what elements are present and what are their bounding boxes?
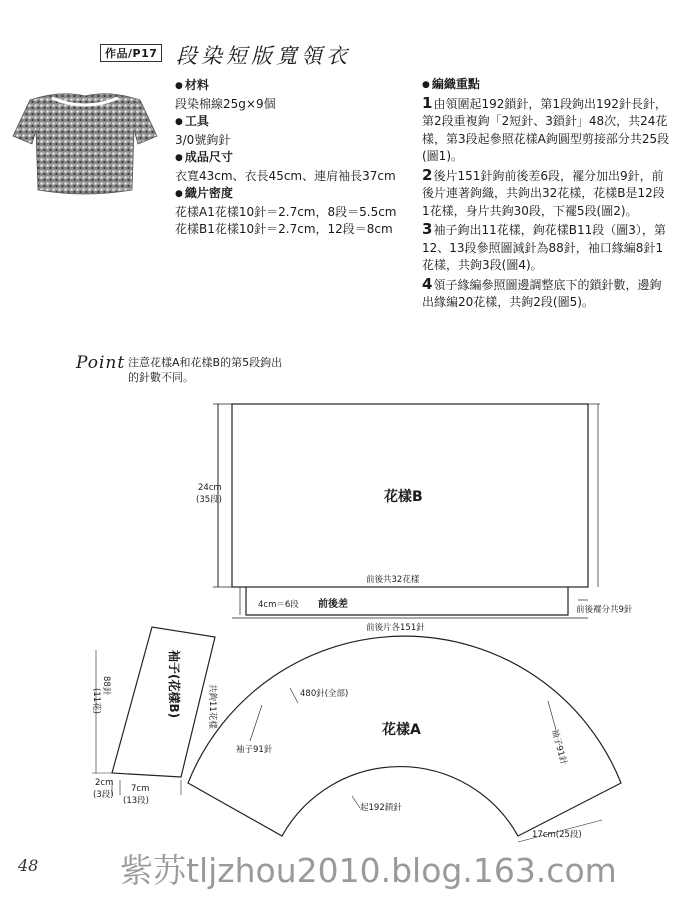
sleeve-stitch-count: 88針 [101,676,111,696]
step-number: 2 [422,165,433,184]
body-pattern-label: 花樣B [384,489,423,505]
step-text: 領子緣編參照圖邊調整底下的鎖針數，邊鉤出緣編20花樣，共鉤2段(圖5)。 [422,277,662,309]
sleeve-cuff-cm: 2cm [95,778,114,788]
gauge-a: 花樣A1花樣10針＝2.7cm，8段＝5.5cm [175,204,397,219]
point-label: Point [76,353,126,373]
step-text: 袖子鉤出11花樣，鉤花樣B11段（圖3），第12、13段參照圖減針為88針，袖口緣編8針1花樣，共鉤3段(圖4)。 [422,223,666,272]
front-back-151-stitches: 前後片各151針 [366,623,425,633]
step-number: 1 [422,93,433,112]
yoke-sleeve-right: 袖子91針 [549,728,569,766]
hem-addition: 前後襬分共9針 [576,605,633,615]
gauge-b: 花樣B1花樣10針＝2.7cm，12段＝8cm [175,222,393,236]
tool-heading: ● 工具 [175,113,415,132]
watermark: 紫苏tljzhou2010.blog.163.com [120,851,617,890]
point-note-line: 注意花樣A和花樣B的第5段鉤出 [128,356,283,369]
yoke-total-stitches: 480針(全部) [300,689,349,699]
yoke-depth: 17cm(25段) [532,830,582,840]
front-back-32-flowers: 前後共32花樣 [366,575,420,585]
point-note-line: 的針數不同。 [128,371,194,384]
work-tag: 作品/P17 [100,44,162,62]
sleeve-total-flowers: 共鉤11花樣 [207,684,217,729]
yoke-sleeve-left: 袖子91針 [236,745,273,755]
sleeve-label: 袖子(花樣B) [167,650,181,719]
body-height-cm: 24cm [198,483,222,493]
sleeve-cuff-rows: (3段) [93,790,114,800]
page-number: 48 [18,856,39,875]
step-number: 3 [422,220,433,238]
key-points-heading: ● 編織重點 [422,76,672,95]
tool-value: 3/0號鉤針 [175,132,231,147]
size-heading: ● 成品尺寸 [175,149,415,168]
material-value: 段染棉線25g×9個 [175,96,276,111]
step-text: 由領圍起192鎖針，第1段鉤出192針長針，第2段重複鉤「2短針、3鎖針」48次，共24花樣，第3段起參照花樣A鉤圓型剪接部分共25段(圖1)。 [422,96,670,163]
difference-rows: 4cm＝6段 [258,600,299,610]
sleeve-length-rows: (13段) [123,796,149,806]
step-number: 4 [422,274,433,293]
sleeve-shape [112,627,215,777]
material-heading: ● 材料 [175,77,415,96]
body-height-rows: (35段) [196,495,222,505]
size-value: 衣寬43cm、衣長45cm、連肩袖長37cm [175,168,396,183]
sleeve-flower-count: (11花) [91,688,101,714]
yoke-start-chain: 起192鎖針 [360,803,402,813]
difference-label: 前後差 [318,599,348,610]
yoke-pattern-label: 花樣A [382,722,421,738]
page-title: 段染短版寬領衣 [176,44,351,68]
sleeve-length-cm: 7cm [131,784,150,794]
step-text: 後片151針鉤前後差6段，襬分加出9針，前後片連著鉤織，共鉤出32花樣，花樣B是12段1花樣，身片共鉤30段，下襬5段(圖2)。 [422,168,665,218]
gauge-heading: ● 織片密度 [175,185,415,204]
